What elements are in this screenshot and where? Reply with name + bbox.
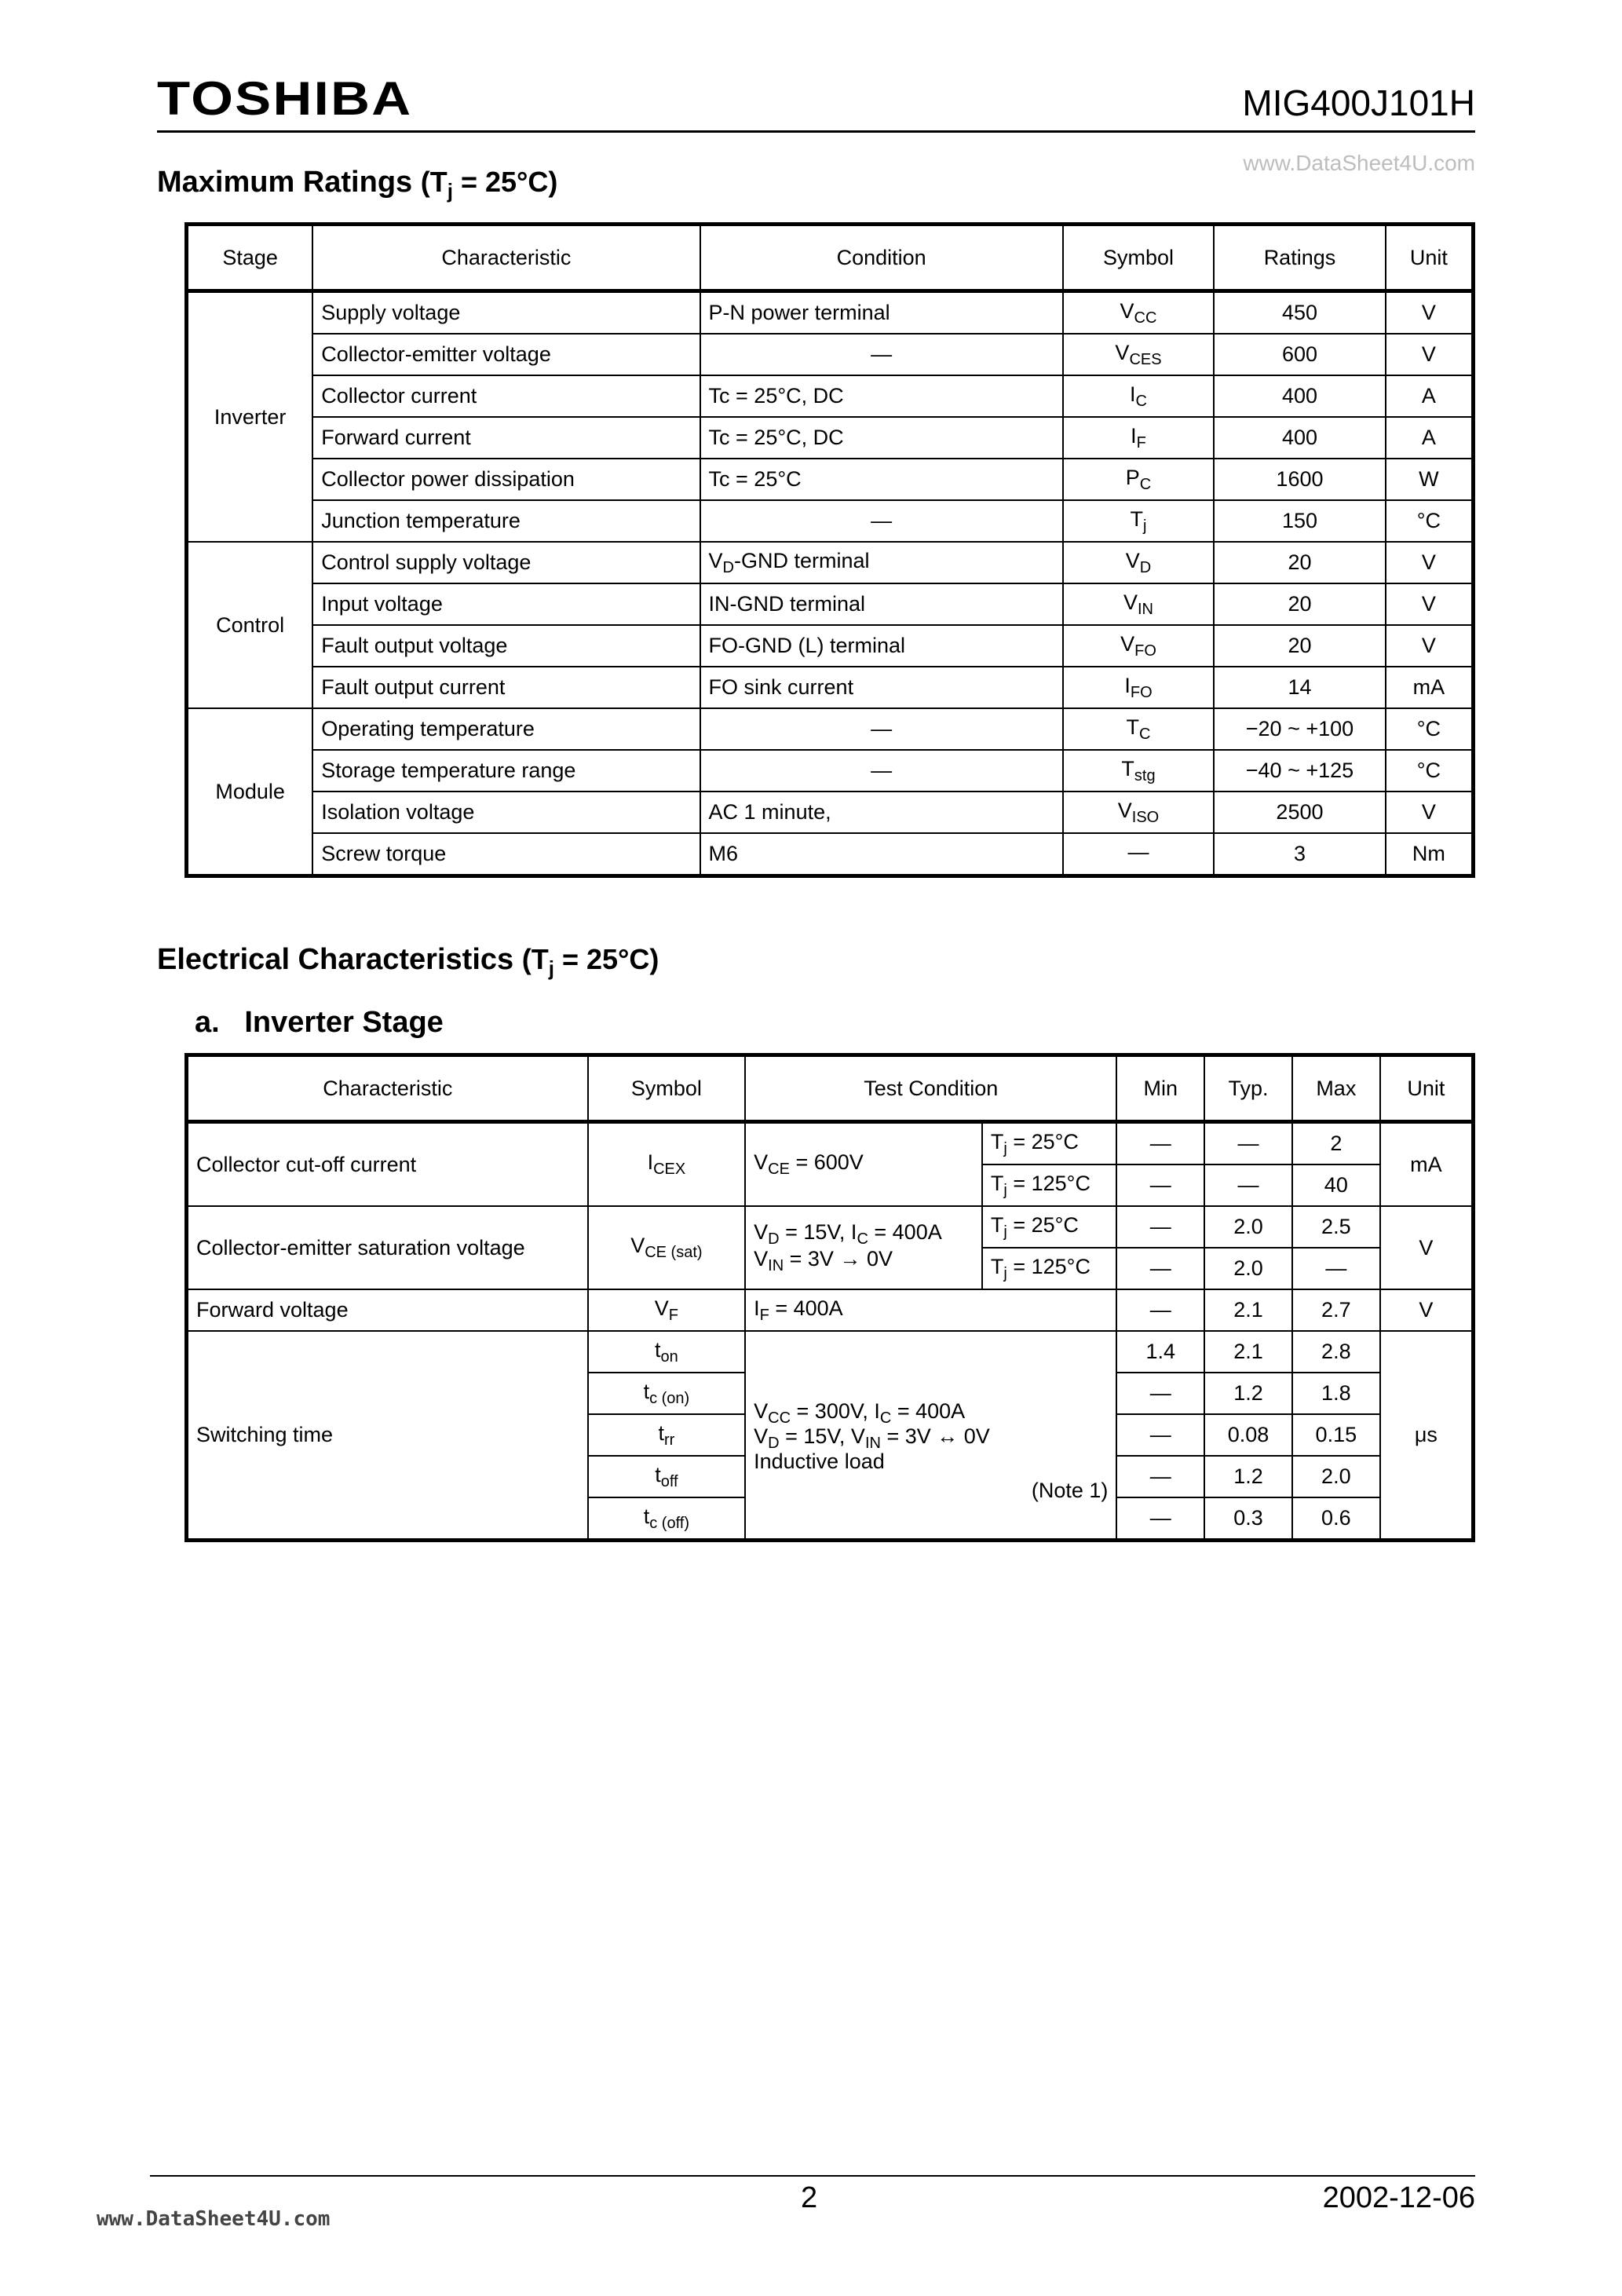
max-cell: —	[1292, 1248, 1380, 1289]
max-ratings-condition: $(T_j = 25^\circ C)$	[420, 166, 558, 203]
max-ratings-table	[184, 222, 1475, 878]
min-cell: —	[1116, 1122, 1204, 1165]
header-rule	[157, 130, 1475, 133]
characteristic-cell: Switching time	[187, 1331, 588, 1541]
toshiba-logo: TOSHIBA	[157, 72, 413, 125]
characteristic-cell: Control supply voltage	[312, 542, 700, 583]
min-cell: —	[1116, 1248, 1204, 1289]
col-characteristic: Characteristic	[312, 225, 700, 291]
table-row	[187, 792, 1474, 833]
unit-cell: V	[1386, 334, 1474, 375]
rating-cell: 14	[1214, 667, 1385, 708]
unit-cell: °C	[1386, 750, 1474, 792]
tj-cell: $T_j = 25^\circ C$	[982, 1122, 1117, 1165]
unit-cell: V	[1380, 1206, 1474, 1289]
min-cell: —	[1116, 1373, 1204, 1414]
condition-cell: $V_D = 15V$, $I_C = 400A$ $V_{IN} = 3V \to 0V$	[745, 1206, 982, 1289]
col-characteristic: Characteristic	[187, 1055, 588, 1122]
stage-cell: Inverter	[187, 291, 313, 543]
rating-cell: 3	[1214, 833, 1385, 876]
unit-cell: A	[1386, 417, 1474, 459]
condition-cell: Tc = 25°C, DC	[700, 417, 1063, 459]
characteristic-cell: Collector power dissipation	[312, 459, 700, 500]
document-date: 2002-12-06	[1322, 2181, 1475, 2214]
symbol-cell: $t_{rr}$	[588, 1414, 745, 1456]
rating-cell: 20	[1214, 583, 1385, 625]
typ-cell: 0.08	[1204, 1414, 1292, 1456]
typ-cell: 0.3	[1204, 1497, 1292, 1541]
rating-cell: 400	[1214, 417, 1385, 459]
unit-cell: °C	[1386, 708, 1474, 750]
characteristic-cell: Input voltage	[312, 583, 700, 625]
table-row	[187, 291, 1474, 335]
symbol-cell: $t_{off}$	[588, 1456, 745, 1497]
characteristic-cell: Storage temperature range	[312, 750, 700, 792]
watermark-bottom: www.DataSheet4U.com	[97, 2207, 331, 2231]
min-cell: —	[1116, 1414, 1204, 1456]
tj-cell: $T_j = 125^\circ C$	[982, 1164, 1117, 1206]
symbol-cell: $T_{stg}$	[1063, 750, 1215, 792]
unit-cell: μs	[1380, 1331, 1474, 1541]
elec-char-condition: $(T_j = 25^\circ C)$	[521, 943, 659, 980]
elec-char-title	[157, 945, 659, 978]
col-symbol: Symbol	[1063, 225, 1215, 291]
max-cell: 2.0	[1292, 1456, 1380, 1497]
characteristic-cell: Collector current	[312, 375, 700, 417]
unit-cell: V	[1386, 583, 1474, 625]
rating-cell: 2500	[1214, 792, 1385, 833]
characteristic-cell: Forward current	[312, 417, 700, 459]
col-symbol: Symbol	[588, 1055, 745, 1122]
typ-cell: —	[1204, 1164, 1292, 1206]
table-row	[187, 1122, 1474, 1165]
min-cell: —	[1116, 1164, 1204, 1206]
unit-cell: W	[1386, 459, 1474, 500]
table-row	[187, 417, 1474, 459]
condition-cell: —	[700, 500, 1063, 542]
inverter-stage-subtitle: a. Inverter Stage	[195, 1006, 444, 1039]
typ-cell: 1.2	[1204, 1456, 1292, 1497]
symbol-cell: —	[1063, 833, 1215, 876]
min-cell: —	[1116, 1497, 1204, 1541]
rating-cell: −40 ~ +125	[1214, 750, 1385, 792]
symbol-cell: $T_C$	[1063, 708, 1215, 750]
rating-cell: 150	[1214, 500, 1385, 542]
typ-cell: 2.0	[1204, 1206, 1292, 1248]
characteristic-cell: Isolation voltage	[312, 792, 700, 833]
characteristic-cell: Fault output voltage	[312, 625, 700, 667]
rating-cell: 450	[1214, 291, 1385, 335]
condition-cell: $V_D$-GND terminal	[700, 542, 1063, 583]
table-row	[187, 459, 1474, 500]
table-row	[187, 334, 1474, 375]
col-test-condition: Test Condition	[745, 1055, 1116, 1122]
typ-cell: 2.1	[1204, 1331, 1292, 1373]
max-cell: 2.8	[1292, 1331, 1380, 1373]
symbol-cell: $I_{CEX}$	[588, 1122, 745, 1207]
characteristic-cell: Collector-emitter voltage	[312, 334, 700, 375]
unit-cell: V	[1386, 291, 1474, 335]
characteristic-cell: Fault output current	[312, 667, 700, 708]
condition-cell: M6	[700, 833, 1063, 876]
table-row	[187, 375, 1474, 417]
symbol-cell: $I_{FO}$	[1063, 667, 1215, 708]
symbol-cell: $t_{c (off)}$	[588, 1497, 745, 1541]
table-row	[187, 1331, 1474, 1373]
condition-cell: Tc = 25°C, DC	[700, 375, 1063, 417]
col-ratings: Ratings	[1214, 225, 1385, 291]
min-cell: —	[1116, 1289, 1204, 1331]
col-typ: Typ.	[1204, 1055, 1292, 1122]
unit-cell: V	[1380, 1289, 1474, 1331]
characteristic-cell: Forward voltage	[187, 1289, 588, 1331]
condition-cell: $I_F = 400A$	[745, 1289, 1116, 1331]
symbol-cell: $t_{on}$	[588, 1331, 745, 1373]
elec-char-table	[184, 1053, 1475, 1542]
symbol-cell: $V_{ISO}$	[1063, 792, 1215, 833]
table-row	[187, 500, 1474, 542]
table-row	[187, 667, 1474, 708]
characteristic-cell: Operating temperature	[312, 708, 700, 750]
condition-cell: IN-GND terminal	[700, 583, 1063, 625]
condition-cell: —	[700, 334, 1063, 375]
stage-cell: Control	[187, 542, 313, 708]
max-ratings-title-text: Maximum Ratings	[157, 166, 413, 199]
characteristic-cell: Collector-emitter saturation voltage	[187, 1206, 588, 1289]
elec-char-title-text: Electrical Characteristics	[157, 943, 514, 976]
col-condition: Condition	[700, 225, 1063, 291]
unit-cell: mA	[1386, 667, 1474, 708]
condition-cell: FO sink current	[700, 667, 1063, 708]
min-cell: 1.4	[1116, 1331, 1204, 1373]
max-cell: 2	[1292, 1122, 1380, 1165]
characteristic-cell: Collector cut-off current	[187, 1122, 588, 1207]
condition-cell: P-N power terminal	[700, 291, 1063, 335]
symbol-cell: $V_{FO}$	[1063, 625, 1215, 667]
max-ratings-title	[157, 167, 557, 201]
unit-cell: Nm	[1386, 833, 1474, 876]
stage-cell: Module	[187, 708, 313, 876]
table-row	[187, 708, 1474, 750]
unit-cell: mA	[1380, 1122, 1474, 1207]
condition-cell: —	[700, 708, 1063, 750]
unit-cell: V	[1386, 792, 1474, 833]
condition-cell: $V_{CE} = 600V$	[745, 1122, 982, 1207]
tj-cell: $T_j = 125^\circ C$	[982, 1248, 1117, 1289]
table-row	[187, 1206, 1474, 1248]
watermark-top: www.DataSheet4U.com	[1243, 151, 1475, 175]
part-number: MIG400J101H	[1242, 82, 1475, 123]
col-unit: Unit	[1386, 225, 1474, 291]
symbol-cell: $V_{IN}$	[1063, 583, 1215, 625]
unit-cell: °C	[1386, 500, 1474, 542]
min-cell: —	[1116, 1456, 1204, 1497]
table-row	[187, 625, 1474, 667]
table-row	[187, 750, 1474, 792]
col-stage: Stage	[187, 225, 313, 291]
characteristic-cell: Supply voltage	[312, 291, 700, 335]
symbol-cell: $V_{CE (sat)}$	[588, 1206, 745, 1289]
condition-cell: Tc = 25°C	[700, 459, 1063, 500]
col-unit: Unit	[1380, 1055, 1474, 1122]
max-cell: 0.15	[1292, 1414, 1380, 1456]
max-ratings-header-row	[187, 225, 1474, 291]
symbol-cell: $P_C$	[1063, 459, 1215, 500]
typ-cell: 1.2	[1204, 1373, 1292, 1414]
max-cell: 2.5	[1292, 1206, 1380, 1248]
symbol-cell: $V_{CC}$	[1063, 291, 1215, 335]
table-row	[187, 833, 1474, 876]
symbol-cell: $I_F$	[1063, 417, 1215, 459]
page-number: 2	[801, 2181, 818, 2214]
col-max: Max	[1292, 1055, 1380, 1122]
condition-cell: AC 1 minute,	[700, 792, 1063, 833]
footer-rule	[150, 2175, 1475, 2177]
characteristic-cell: Screw torque	[312, 833, 700, 876]
typ-cell: —	[1204, 1122, 1292, 1165]
rating-cell: 400	[1214, 375, 1385, 417]
rating-cell: 20	[1214, 625, 1385, 667]
rating-cell: 20	[1214, 542, 1385, 583]
symbol-cell: $I_C$	[1063, 375, 1215, 417]
symbol-cell: $V_D$	[1063, 542, 1215, 583]
rating-cell: −20 ~ +100	[1214, 708, 1385, 750]
unit-cell: A	[1386, 375, 1474, 417]
col-min: Min	[1116, 1055, 1204, 1122]
tj-cell: $T_j = 25^\circ C$	[982, 1206, 1117, 1248]
symbol-cell: $V_{CES}$	[1063, 334, 1215, 375]
table-row	[187, 583, 1474, 625]
symbol-cell: $T_j$	[1063, 500, 1215, 542]
typ-cell: 2.1	[1204, 1289, 1292, 1331]
symbol-cell: $t_{c (on)}$	[588, 1373, 745, 1414]
max-cell: 0.6	[1292, 1497, 1380, 1541]
note-ref: (Note 1)	[1031, 1478, 1109, 1502]
unit-cell: V	[1386, 625, 1474, 667]
table-row	[187, 542, 1474, 583]
typ-cell: 2.0	[1204, 1248, 1292, 1289]
condition-cell: —	[700, 750, 1063, 792]
max-cell: 40	[1292, 1164, 1380, 1206]
condition-cell: $V_{CC} = 300V$, $I_C = 400A$ $V_D = 15V$, $V_{IN} = 3V$ ↔ 0V Inductive load (Note 1)	[745, 1331, 1116, 1541]
table-row	[187, 1289, 1474, 1331]
elec-header-row	[187, 1055, 1474, 1122]
max-cell: 1.8	[1292, 1373, 1380, 1414]
rating-cell: 600	[1214, 334, 1385, 375]
max-cell: 2.7	[1292, 1289, 1380, 1331]
characteristic-cell: Junction temperature	[312, 500, 700, 542]
condition-cell: FO-GND (L) terminal	[700, 625, 1063, 667]
unit-cell: V	[1386, 542, 1474, 583]
min-cell: —	[1116, 1206, 1204, 1248]
symbol-cell: $V_F$	[588, 1289, 745, 1331]
rating-cell: 1600	[1214, 459, 1385, 500]
